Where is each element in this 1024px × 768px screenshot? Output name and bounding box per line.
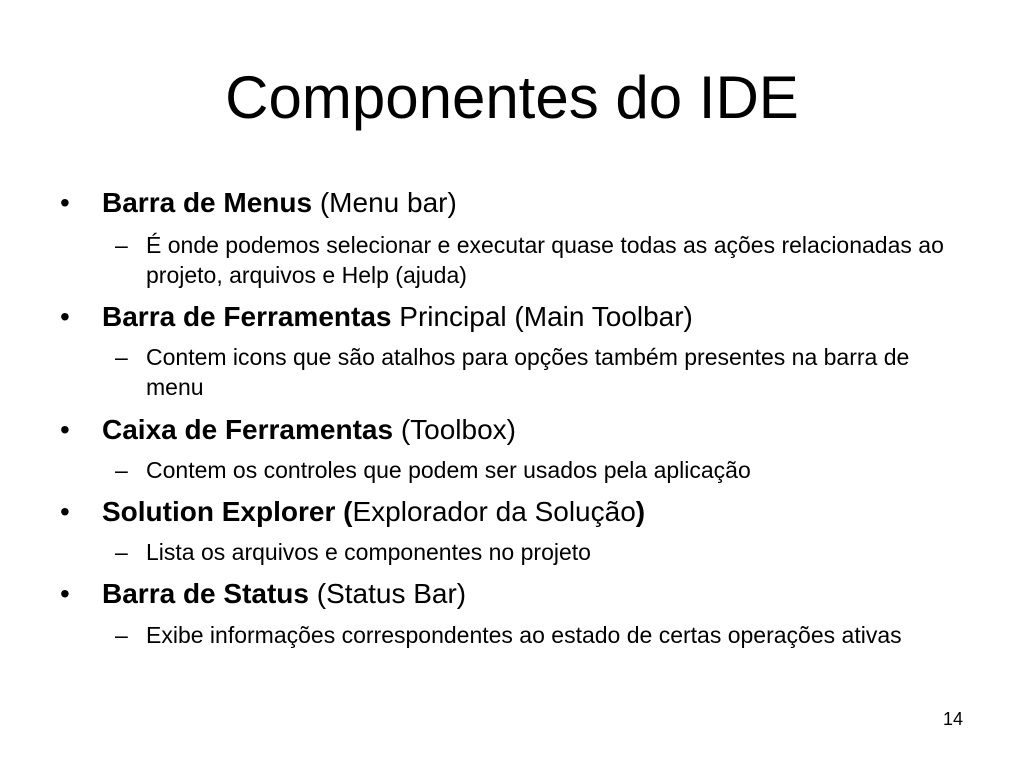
bullet-icon: •	[60, 414, 70, 445]
bullet-translation: Explorador da Solução	[352, 496, 636, 527]
dash-icon: –	[115, 539, 128, 565]
bullet-text	[102, 186, 962, 220]
bullet-icon: •	[60, 578, 70, 609]
slide-title: Componentes do IDE	[225, 64, 799, 131]
dash-icon: –	[115, 344, 128, 370]
sub-bullet-text: Lista os arquivos e componentes no projeto	[146, 539, 591, 565]
bullet-term: Barra de Menus	[102, 187, 313, 218]
bullet-text	[102, 495, 962, 529]
bullet-text	[102, 300, 962, 334]
sub-bullet-text: É onde podemos selecionar e executar quase todas as ações relacionadas ao projeto, arquivos e Help (ajuda)	[146, 232, 944, 288]
bullet-translation: (Menu bar)	[312, 187, 457, 218]
bullet-text	[102, 413, 962, 447]
dash-icon: –	[115, 457, 128, 483]
dash-icon: –	[115, 232, 128, 258]
sub-bullet-text: Contem icons que são atalhos para opções também presentes na barra de menu	[146, 344, 910, 400]
dash-icon: –	[115, 622, 128, 648]
bullet-icon: •	[60, 496, 70, 527]
bullet-translation: (Status Bar)	[308, 578, 467, 609]
bullet-term: Caixa de Ferramentas	[102, 414, 394, 445]
bullet-term: Barra de Status	[102, 578, 309, 609]
sub-bullet-text: Exibe informações correspondentes ao estado de certas operações ativas	[146, 622, 902, 648]
bullet-icon: •	[60, 187, 70, 218]
bullet-icon: •	[60, 301, 70, 332]
bullet-translation: Principal (Main Toolbar)	[391, 301, 693, 332]
sub-bullet-text: Contem os controles que podem ser usados pela aplicação	[146, 457, 751, 483]
bullet-term: Solution Explorer (	[102, 496, 353, 527]
bullet-translation: (Toolbox)	[393, 414, 516, 445]
page-number: 14	[942, 709, 963, 729]
bullet-term: Barra de Ferramentas	[102, 301, 392, 332]
bullet-text	[102, 577, 962, 611]
bullet-term-end: )	[635, 496, 646, 527]
